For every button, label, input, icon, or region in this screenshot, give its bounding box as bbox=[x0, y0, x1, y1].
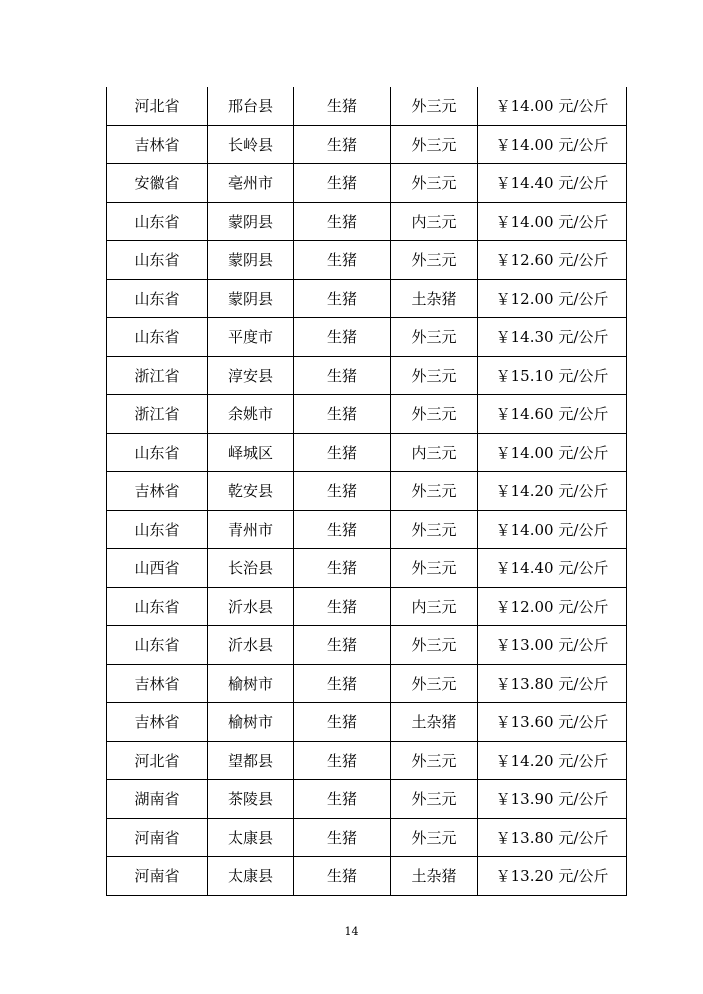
cell-county: 蒙阴县 bbox=[208, 279, 294, 318]
table-row bbox=[107, 279, 627, 318]
cell-product: 生猪 bbox=[294, 433, 391, 472]
table-row bbox=[107, 510, 627, 549]
cell-breed: 外三元 bbox=[391, 818, 478, 857]
cell-province: 湖南省 bbox=[107, 780, 208, 819]
cell-product: 生猪 bbox=[294, 587, 391, 626]
cell-breed: 外三元 bbox=[391, 87, 478, 125]
cell-province: 吉林省 bbox=[107, 703, 208, 742]
cell-province: 安徽省 bbox=[107, 164, 208, 203]
cell-price: ￥14.00 元/公斤 bbox=[478, 202, 627, 241]
table-row bbox=[107, 549, 627, 588]
cell-product: 生猪 bbox=[294, 164, 391, 203]
cell-breed: 外三元 bbox=[391, 626, 478, 665]
cell-product: 生猪 bbox=[294, 857, 391, 896]
price-table-body bbox=[107, 87, 627, 895]
table-row bbox=[107, 433, 627, 472]
cell-price: ￥13.80 元/公斤 bbox=[478, 664, 627, 703]
cell-county: 余姚市 bbox=[208, 395, 294, 434]
cell-breed: 外三元 bbox=[391, 780, 478, 819]
cell-breed: 内三元 bbox=[391, 587, 478, 626]
cell-province: 山东省 bbox=[107, 279, 208, 318]
cell-county: 太康县 bbox=[208, 818, 294, 857]
cell-price: ￥13.80 元/公斤 bbox=[478, 818, 627, 857]
page-number: 14 bbox=[344, 925, 359, 938]
cell-price: ￥13.90 元/公斤 bbox=[478, 780, 627, 819]
cell-price: ￥13.60 元/公斤 bbox=[478, 703, 627, 742]
cell-breed: 外三元 bbox=[391, 241, 478, 280]
table-row bbox=[107, 587, 627, 626]
cell-province: 吉林省 bbox=[107, 125, 208, 164]
cell-breed: 土杂猪 bbox=[391, 279, 478, 318]
table-row bbox=[107, 703, 627, 742]
cell-province: 吉林省 bbox=[107, 472, 208, 511]
cell-price: ￥14.00 元/公斤 bbox=[478, 510, 627, 549]
cell-price: ￥14.40 元/公斤 bbox=[478, 164, 627, 203]
cell-price: ￥15.10 元/公斤 bbox=[478, 356, 627, 395]
cell-product: 生猪 bbox=[294, 87, 391, 125]
cell-breed: 外三元 bbox=[391, 664, 478, 703]
cell-product: 生猪 bbox=[294, 703, 391, 742]
cell-county: 太康县 bbox=[208, 857, 294, 896]
cell-province: 山东省 bbox=[107, 626, 208, 665]
cell-province: 河南省 bbox=[107, 818, 208, 857]
cell-breed: 外三元 bbox=[391, 510, 478, 549]
cell-product: 生猪 bbox=[294, 664, 391, 703]
cell-product: 生猪 bbox=[294, 202, 391, 241]
cell-province: 浙江省 bbox=[107, 395, 208, 434]
cell-price: ￥13.20 元/公斤 bbox=[478, 857, 627, 896]
cell-county: 亳州市 bbox=[208, 164, 294, 203]
cell-province: 山东省 bbox=[107, 202, 208, 241]
cell-breed: 外三元 bbox=[391, 395, 478, 434]
cell-province: 河北省 bbox=[107, 87, 208, 125]
cell-product: 生猪 bbox=[294, 241, 391, 280]
cell-county: 平度市 bbox=[208, 318, 294, 357]
cell-province: 山西省 bbox=[107, 549, 208, 588]
cell-product: 生猪 bbox=[294, 318, 391, 357]
table-row bbox=[107, 87, 627, 125]
table-row bbox=[107, 472, 627, 511]
table-row bbox=[107, 241, 627, 280]
cell-product: 生猪 bbox=[294, 279, 391, 318]
cell-county: 淳安县 bbox=[208, 356, 294, 395]
cell-price: ￥14.60 元/公斤 bbox=[478, 395, 627, 434]
cell-price: ￥14.30 元/公斤 bbox=[478, 318, 627, 357]
cell-county: 乾安县 bbox=[208, 472, 294, 511]
price-table bbox=[106, 87, 627, 896]
cell-product: 生猪 bbox=[294, 626, 391, 665]
cell-price: ￥12.00 元/公斤 bbox=[478, 587, 627, 626]
cell-breed: 土杂猪 bbox=[391, 857, 478, 896]
table-row bbox=[107, 857, 627, 896]
table-row bbox=[107, 741, 627, 780]
cell-province: 河北省 bbox=[107, 741, 208, 780]
table-row bbox=[107, 318, 627, 357]
cell-province: 山东省 bbox=[107, 241, 208, 280]
cell-county: 蒙阴县 bbox=[208, 241, 294, 280]
cell-price: ￥12.60 元/公斤 bbox=[478, 241, 627, 280]
cell-county: 沂水县 bbox=[208, 587, 294, 626]
cell-province: 山东省 bbox=[107, 318, 208, 357]
cell-product: 生猪 bbox=[294, 780, 391, 819]
cell-province: 山东省 bbox=[107, 587, 208, 626]
cell-county: 蒙阴县 bbox=[208, 202, 294, 241]
table-row bbox=[107, 164, 627, 203]
cell-county: 沂水县 bbox=[208, 626, 294, 665]
cell-county: 长治县 bbox=[208, 549, 294, 588]
cell-product: 生猪 bbox=[294, 549, 391, 588]
cell-breed: 外三元 bbox=[391, 549, 478, 588]
table-row bbox=[107, 664, 627, 703]
cell-price: ￥14.00 元/公斤 bbox=[478, 433, 627, 472]
cell-price: ￥14.20 元/公斤 bbox=[478, 741, 627, 780]
cell-breed: 外三元 bbox=[391, 318, 478, 357]
cell-county: 青州市 bbox=[208, 510, 294, 549]
table-row bbox=[107, 202, 627, 241]
cell-county: 榆树市 bbox=[208, 664, 294, 703]
table-row bbox=[107, 626, 627, 665]
cell-county: 望都县 bbox=[208, 741, 294, 780]
cell-price: ￥12.00 元/公斤 bbox=[478, 279, 627, 318]
cell-product: 生猪 bbox=[294, 510, 391, 549]
cell-province: 吉林省 bbox=[107, 664, 208, 703]
cell-county: 邢台县 bbox=[208, 87, 294, 125]
cell-breed: 土杂猪 bbox=[391, 703, 478, 742]
table-row bbox=[107, 356, 627, 395]
cell-price: ￥14.00 元/公斤 bbox=[478, 87, 627, 125]
cell-price: ￥13.00 元/公斤 bbox=[478, 626, 627, 665]
table-row bbox=[107, 395, 627, 434]
table-row bbox=[107, 780, 627, 819]
cell-county: 茶陵县 bbox=[208, 780, 294, 819]
cell-product: 生猪 bbox=[294, 741, 391, 780]
cell-breed: 内三元 bbox=[391, 433, 478, 472]
table-row bbox=[107, 818, 627, 857]
cell-county: 峄城区 bbox=[208, 433, 294, 472]
cell-province: 浙江省 bbox=[107, 356, 208, 395]
cell-county: 长岭县 bbox=[208, 125, 294, 164]
table-row bbox=[107, 125, 627, 164]
cell-province: 山东省 bbox=[107, 433, 208, 472]
cell-product: 生猪 bbox=[294, 125, 391, 164]
cell-breed: 外三元 bbox=[391, 741, 478, 780]
cell-breed: 外三元 bbox=[391, 472, 478, 511]
cell-province: 河南省 bbox=[107, 857, 208, 896]
cell-breed: 外三元 bbox=[391, 356, 478, 395]
cell-breed: 内三元 bbox=[391, 202, 478, 241]
cell-product: 生猪 bbox=[294, 818, 391, 857]
cell-province: 山东省 bbox=[107, 510, 208, 549]
cell-price: ￥14.40 元/公斤 bbox=[478, 549, 627, 588]
cell-product: 生猪 bbox=[294, 472, 391, 511]
cell-price: ￥14.20 元/公斤 bbox=[478, 472, 627, 511]
cell-breed: 外三元 bbox=[391, 164, 478, 203]
cell-product: 生猪 bbox=[294, 395, 391, 434]
cell-price: ￥14.00 元/公斤 bbox=[478, 125, 627, 164]
cell-breed: 外三元 bbox=[391, 125, 478, 164]
cell-county: 榆树市 bbox=[208, 703, 294, 742]
cell-product: 生猪 bbox=[294, 356, 391, 395]
